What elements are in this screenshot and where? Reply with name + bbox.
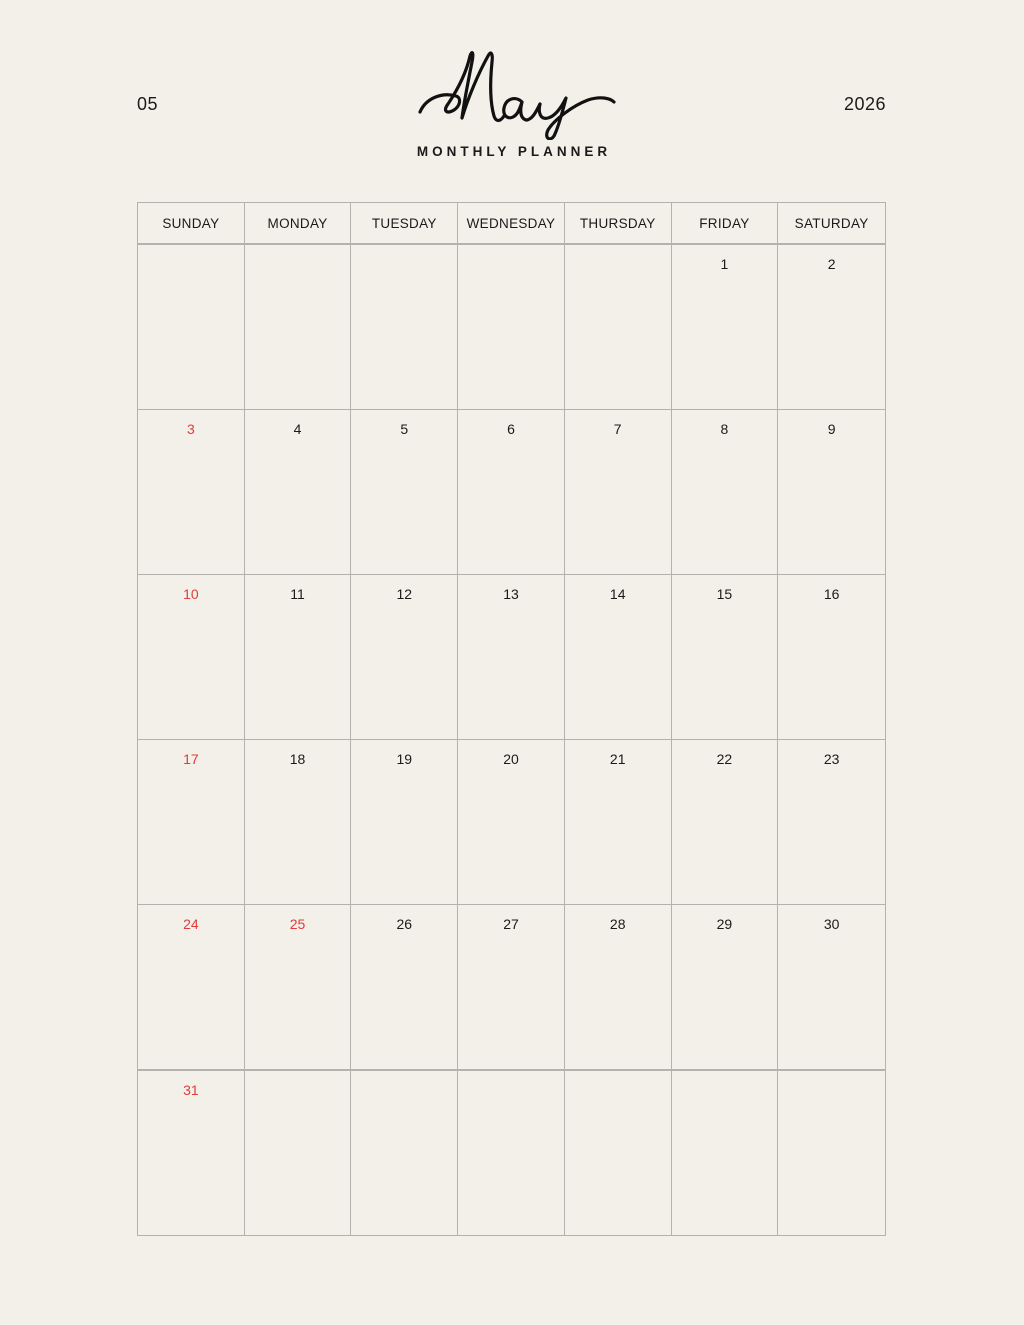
day-number: 7 (613, 421, 622, 437)
day-number: 25 (289, 916, 306, 932)
day-cell[interactable] (245, 245, 352, 409)
day-cell[interactable] (351, 410, 458, 574)
day-cell[interactable] (351, 905, 458, 1069)
month-title-script (412, 40, 617, 140)
day-number: 15 (716, 586, 733, 602)
weekday-header-thursday: THURSDAY (565, 203, 672, 243)
weekday-header-row (138, 203, 885, 245)
day-cell[interactable] (565, 1071, 672, 1235)
day-cell[interactable] (351, 245, 458, 409)
day-cell[interactable] (458, 410, 565, 574)
day-cell[interactable] (565, 575, 672, 739)
subtitle: MONTHLY PLANNER (416, 144, 612, 159)
day-number: 31 (183, 1082, 199, 1098)
day-cell[interactable] (672, 410, 779, 574)
day-number: 11 (290, 586, 305, 602)
day-cell[interactable] (778, 905, 885, 1069)
day-cell[interactable] (672, 1071, 779, 1235)
day-number: 28 (609, 916, 626, 932)
day-cell[interactable] (245, 1071, 352, 1235)
day-cell[interactable] (138, 905, 245, 1069)
day-cell[interactable] (458, 1071, 565, 1235)
day-cell[interactable] (351, 1071, 458, 1235)
weekday-header-monday: MONDAY (245, 203, 352, 243)
day-number: 12 (396, 586, 413, 602)
day-number: 29 (716, 916, 733, 932)
day-number: 2 (827, 256, 836, 272)
day-cell[interactable] (458, 740, 565, 904)
day-cell[interactable] (138, 1071, 245, 1235)
day-number: 22 (716, 751, 733, 767)
day-cell[interactable] (672, 905, 779, 1069)
week-row (138, 575, 885, 740)
week-row (138, 905, 885, 1071)
day-cell[interactable] (778, 575, 885, 739)
day-number: 9 (827, 421, 836, 437)
day-cell[interactable] (672, 575, 779, 739)
day-cell[interactable] (245, 575, 352, 739)
day-number: 23 (823, 751, 840, 767)
day-cell[interactable] (458, 905, 565, 1069)
weekday-header-saturday: SATURDAY (794, 215, 869, 231)
day-number: 20 (503, 751, 519, 767)
day-cell[interactable] (778, 410, 885, 574)
week-row (138, 740, 885, 905)
day-number: 5 (400, 421, 409, 437)
day-cell[interactable] (778, 1071, 885, 1235)
day-cell[interactable] (245, 740, 352, 904)
day-number: 14 (609, 586, 626, 602)
day-number: 18 (289, 751, 306, 767)
day-cell[interactable] (672, 740, 779, 904)
day-cell[interactable] (138, 740, 245, 904)
calendar-grid (137, 202, 886, 1236)
day-number: 30 (823, 916, 840, 932)
day-number: 3 (186, 421, 195, 437)
day-number: 6 (507, 421, 515, 437)
week-row (138, 410, 885, 575)
day-number: 8 (720, 421, 729, 437)
day-cell[interactable] (565, 245, 672, 409)
day-cell[interactable] (672, 245, 779, 409)
day-cell[interactable] (458, 575, 565, 739)
week-row (138, 245, 885, 410)
day-cell[interactable] (458, 245, 565, 409)
day-number: 1 (720, 256, 729, 272)
day-cell[interactable] (138, 410, 245, 574)
day-number: 10 (183, 586, 199, 602)
day-cell[interactable] (565, 905, 672, 1069)
day-number: 4 (293, 421, 302, 437)
month-number: 05 (137, 94, 159, 114)
day-cell[interactable] (138, 575, 245, 739)
day-cell[interactable] (565, 740, 672, 904)
day-cell[interactable] (778, 245, 885, 409)
day-number: 16 (823, 586, 840, 602)
day-number: 13 (503, 586, 519, 602)
week-row (138, 1071, 885, 1235)
day-number: 24 (183, 916, 199, 932)
day-number: 26 (396, 916, 413, 932)
day-cell[interactable] (778, 740, 885, 904)
day-cell[interactable] (138, 245, 245, 409)
weekday-header-sunday: SUNDAY (138, 203, 245, 243)
day-cell[interactable] (351, 575, 458, 739)
day-cell[interactable] (245, 905, 352, 1069)
day-number: 17 (183, 751, 199, 767)
day-cell[interactable] (245, 410, 352, 574)
day-cell[interactable] (351, 740, 458, 904)
day-cell[interactable] (565, 410, 672, 574)
weekday-header-friday: FRIDAY (672, 203, 779, 243)
day-number: 19 (396, 751, 413, 767)
year: 2026 (843, 94, 886, 114)
day-number: 27 (503, 916, 519, 932)
month-name-lettering (412, 40, 617, 140)
weekday-header-wednesday: WEDNESDAY (458, 203, 565, 243)
weekday-header-tuesday: TUESDAY (351, 203, 458, 243)
day-number: 21 (609, 751, 626, 767)
